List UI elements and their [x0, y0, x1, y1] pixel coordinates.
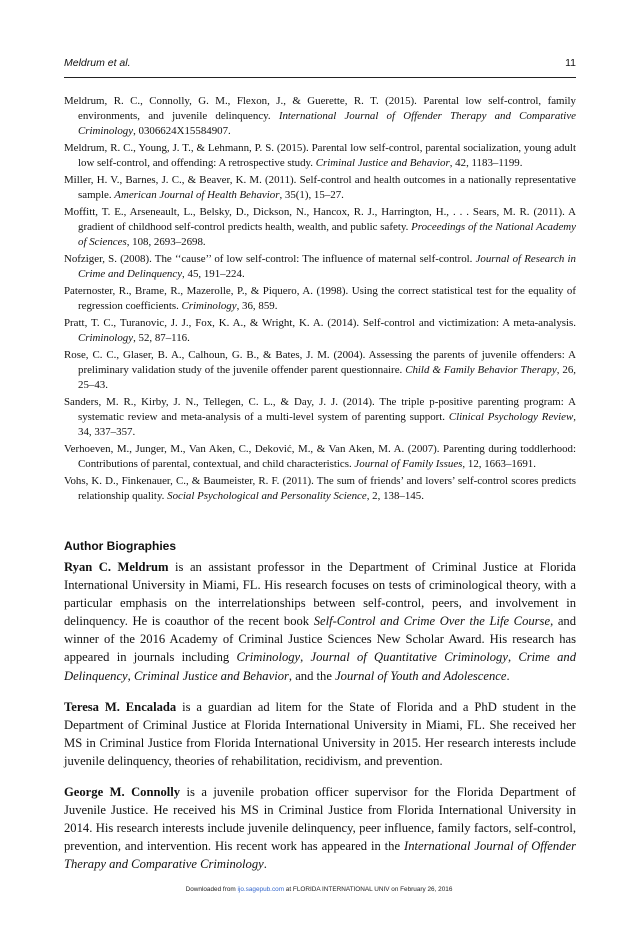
reference-entry — [64, 141, 576, 171]
bio-text: , — [127, 668, 134, 683]
reference-list — [64, 94, 576, 506]
reference-details: , 26, 25–43. — [78, 363, 576, 392]
reference-entry — [64, 94, 576, 140]
reference-journal: Social Psychological and Personality Science — [167, 490, 367, 503]
bio-italic-text: Criminology — [236, 650, 301, 665]
author-bio — [64, 698, 576, 770]
bio-text: is a guardian ad litem for the State of Florida and a PhD student in the Department of Criminal Justice at Florida International University in Miami, FL. She received her MS in Criminal Justice from Florida International University in 2015. Her research interests include juvenile delinquency, theories of rehabilitation, recidivism, and prevention. — [64, 699, 577, 768]
reference-details: , 0306624X15584907. — [133, 125, 231, 138]
bio-italic-text: Criminal Justice and Behavior — [133, 668, 289, 683]
reference-details: , 42, 1183–1199. — [449, 157, 523, 170]
author-name: George M. Connolly — [64, 785, 181, 800]
reference-entry — [64, 205, 576, 251]
reference-journal: Clinical Psychology Review — [448, 411, 574, 424]
reference-details: , 12, 1663–1691. — [462, 458, 536, 471]
running-title: Meldrum et al. — [64, 57, 131, 69]
reference-text: Pratt, T. C., Turanovic, J. J., Fox, K. A., & Wright, K. A. (2014). Self-control and victimization: A meta-analysis. — [64, 316, 576, 329]
reference-details: , 45, 191–224. — [182, 268, 245, 281]
footer-link[interactable]: ijo.sagepub.com — [237, 886, 285, 893]
bio-italic-text: Journal of Quantitative Criminology — [310, 650, 508, 665]
reference-details: , 34, 337–357. — [78, 411, 576, 439]
reference-entry — [64, 348, 576, 394]
bio-text: , — [300, 650, 311, 665]
reference-entry — [64, 395, 576, 441]
reference-journal: Proceedings of the National Academy of Sciences — [78, 221, 576, 249]
bio-italic-text: Self-Control and Crime Over the Life Course — [313, 614, 551, 629]
reference-text: Nofziger, S. (2008). The ‘‘cause’’ of low self-control: The influence of maternal self-control. — [64, 253, 476, 266]
reference-text: Verhoeven, M., Junger, M., Van Aken, C., Deković, M., & Van Aken, M. A. (2007). Parenting during toddlerhood: Contributions of parental, contextual, and child characteristics. — [64, 442, 576, 471]
biographies-section — [64, 558, 576, 887]
bio-text: , — [507, 650, 519, 665]
reference-journal: Criminology — [181, 300, 237, 313]
author-bio — [64, 783, 576, 873]
reference-journal: Journal of Research in Crime and Delinquency — [78, 253, 576, 281]
reference-text: Meldrum, R. C., Young, J. T., & Lehmann, P. S. (2015). Parental low self-control, parental socialization, young adult low self-control, and offending: A retrospective study. — [64, 142, 576, 170]
reference-journal: Criminal Justice and Behavior — [315, 157, 450, 170]
reference-entry — [64, 252, 576, 282]
reference-text: Meldrum, R. C., Connolly, G. M., Flexon, J., & Guerette, R. T. (2015). Parental low self-control, family environments, and juvenile delinquency. — [64, 95, 576, 123]
bio-text: is an assistant professor in the Department of Criminal Justice at Florida International University in Miami, FL. His research focuses on tests of criminological theory, with a particular emphasis on the interrelationships between self-control, peers, and involvement in delinquency. He is coauthor of the recent book — [64, 560, 576, 629]
reference-details: , 2, 138–145. — [366, 490, 424, 503]
reference-details: , 35(1), 15–27. — [279, 189, 344, 202]
reference-details: , 108, 2693–2698. — [126, 236, 206, 249]
bio-italic-text: Crime and Delinquency — [64, 650, 577, 683]
download-footer — [0, 886, 638, 893]
footer-prefix: Downloaded from — [185, 886, 238, 893]
bio-text: , and the — [288, 668, 336, 683]
reference-text: Rose, C. C., Glaser, B. A., Calhoun, G. B., & Bates, J. M. (2004). Assessing the parents of juvenile offenders: A preliminary validation study of the juvenile offender parent questionnaire. — [64, 348, 576, 376]
reference-details: , 52, 87–116. — [133, 332, 190, 345]
reference-text: Vohs, K. D., Finkenauer, C., & Baumeister, R. F. (2011). The sum of friends’ and lovers’ self-control scores predicts relationship quality. — [64, 474, 576, 503]
reference-text: Moffitt, T. E., Arseneault, L., Belsky, D., Dickson, N., Hancox, R. J., Harrington, H., . . . Sears, M. R. (2011). A gradient of childhood self-control predicts health, wealth, and public safety. — [64, 205, 576, 234]
reference-entry — [64, 474, 576, 504]
reference-entry — [64, 316, 576, 346]
reference-journal: Journal of Family Issues — [354, 458, 463, 471]
bio-text: is a juvenile probation officer supervisor for the Florida Department of Juvenile Justice. He received his MS in Criminal Justice from Florida International University in 2014. His research interests include juvenile delinquency, peer influence, family factors, self-control, prevention, and intervention. His recent work has appeared in the — [64, 785, 576, 854]
reference-journal: International Journal of Offender Therapy and Comparative Criminology — [78, 110, 576, 138]
biographies-heading: Author Biographies — [64, 539, 177, 553]
header-rule — [64, 77, 576, 78]
bio-text: . — [506, 668, 510, 683]
author-name: Teresa M. Encalada — [64, 699, 177, 714]
author-name: Ryan C. Meldrum — [64, 560, 169, 574]
reference-journal: American Journal of Health Behavior — [114, 189, 280, 202]
reference-text: Paternoster, R., Brame, R., Mazerolle, P., & Piquero, A. (1998). Using the correct statistical test for the equality of regression coefficients. — [64, 284, 576, 313]
page-number: 11 — [565, 57, 576, 69]
footer-suffix: at FLORIDA INTERNATIONAL UNIV on February 26, 2016 — [284, 886, 453, 893]
running-header — [64, 57, 576, 73]
bio-italic-text: Journal of Youth and Adolescence — [335, 668, 507, 683]
reference-details: , 36, 859. — [236, 300, 278, 313]
reference-entry — [64, 284, 576, 314]
reference-text: Sanders, M. R., Kirby, J. N., Tellegen, C. L., & Day, J. J. (2014). The triple p-positive parenting program: A systematic review and meta-analysis of a multi-level system of parenting support. — [64, 395, 576, 424]
reference-journal: Criminology — [78, 332, 134, 345]
bio-text: , and winner of the 2016 Academy of Criminal Justice Sciences New Scholar Award. His research has appeared in journals including — [64, 614, 577, 665]
reference-journal: Child & Family Behavior Therapy — [405, 363, 557, 376]
bio-text: . — [263, 857, 267, 872]
bio-italic-text: International Journal of Offender Therapy and Comparative Criminology — [64, 839, 576, 872]
reference-entry — [64, 442, 576, 472]
reference-text: Miller, H. V., Barnes, J. C., & Beaver, K. M. (2011). Self-control and health outcomes in a nationally representative sample. — [64, 174, 576, 202]
author-bio — [64, 558, 576, 685]
reference-entry — [64, 173, 576, 203]
